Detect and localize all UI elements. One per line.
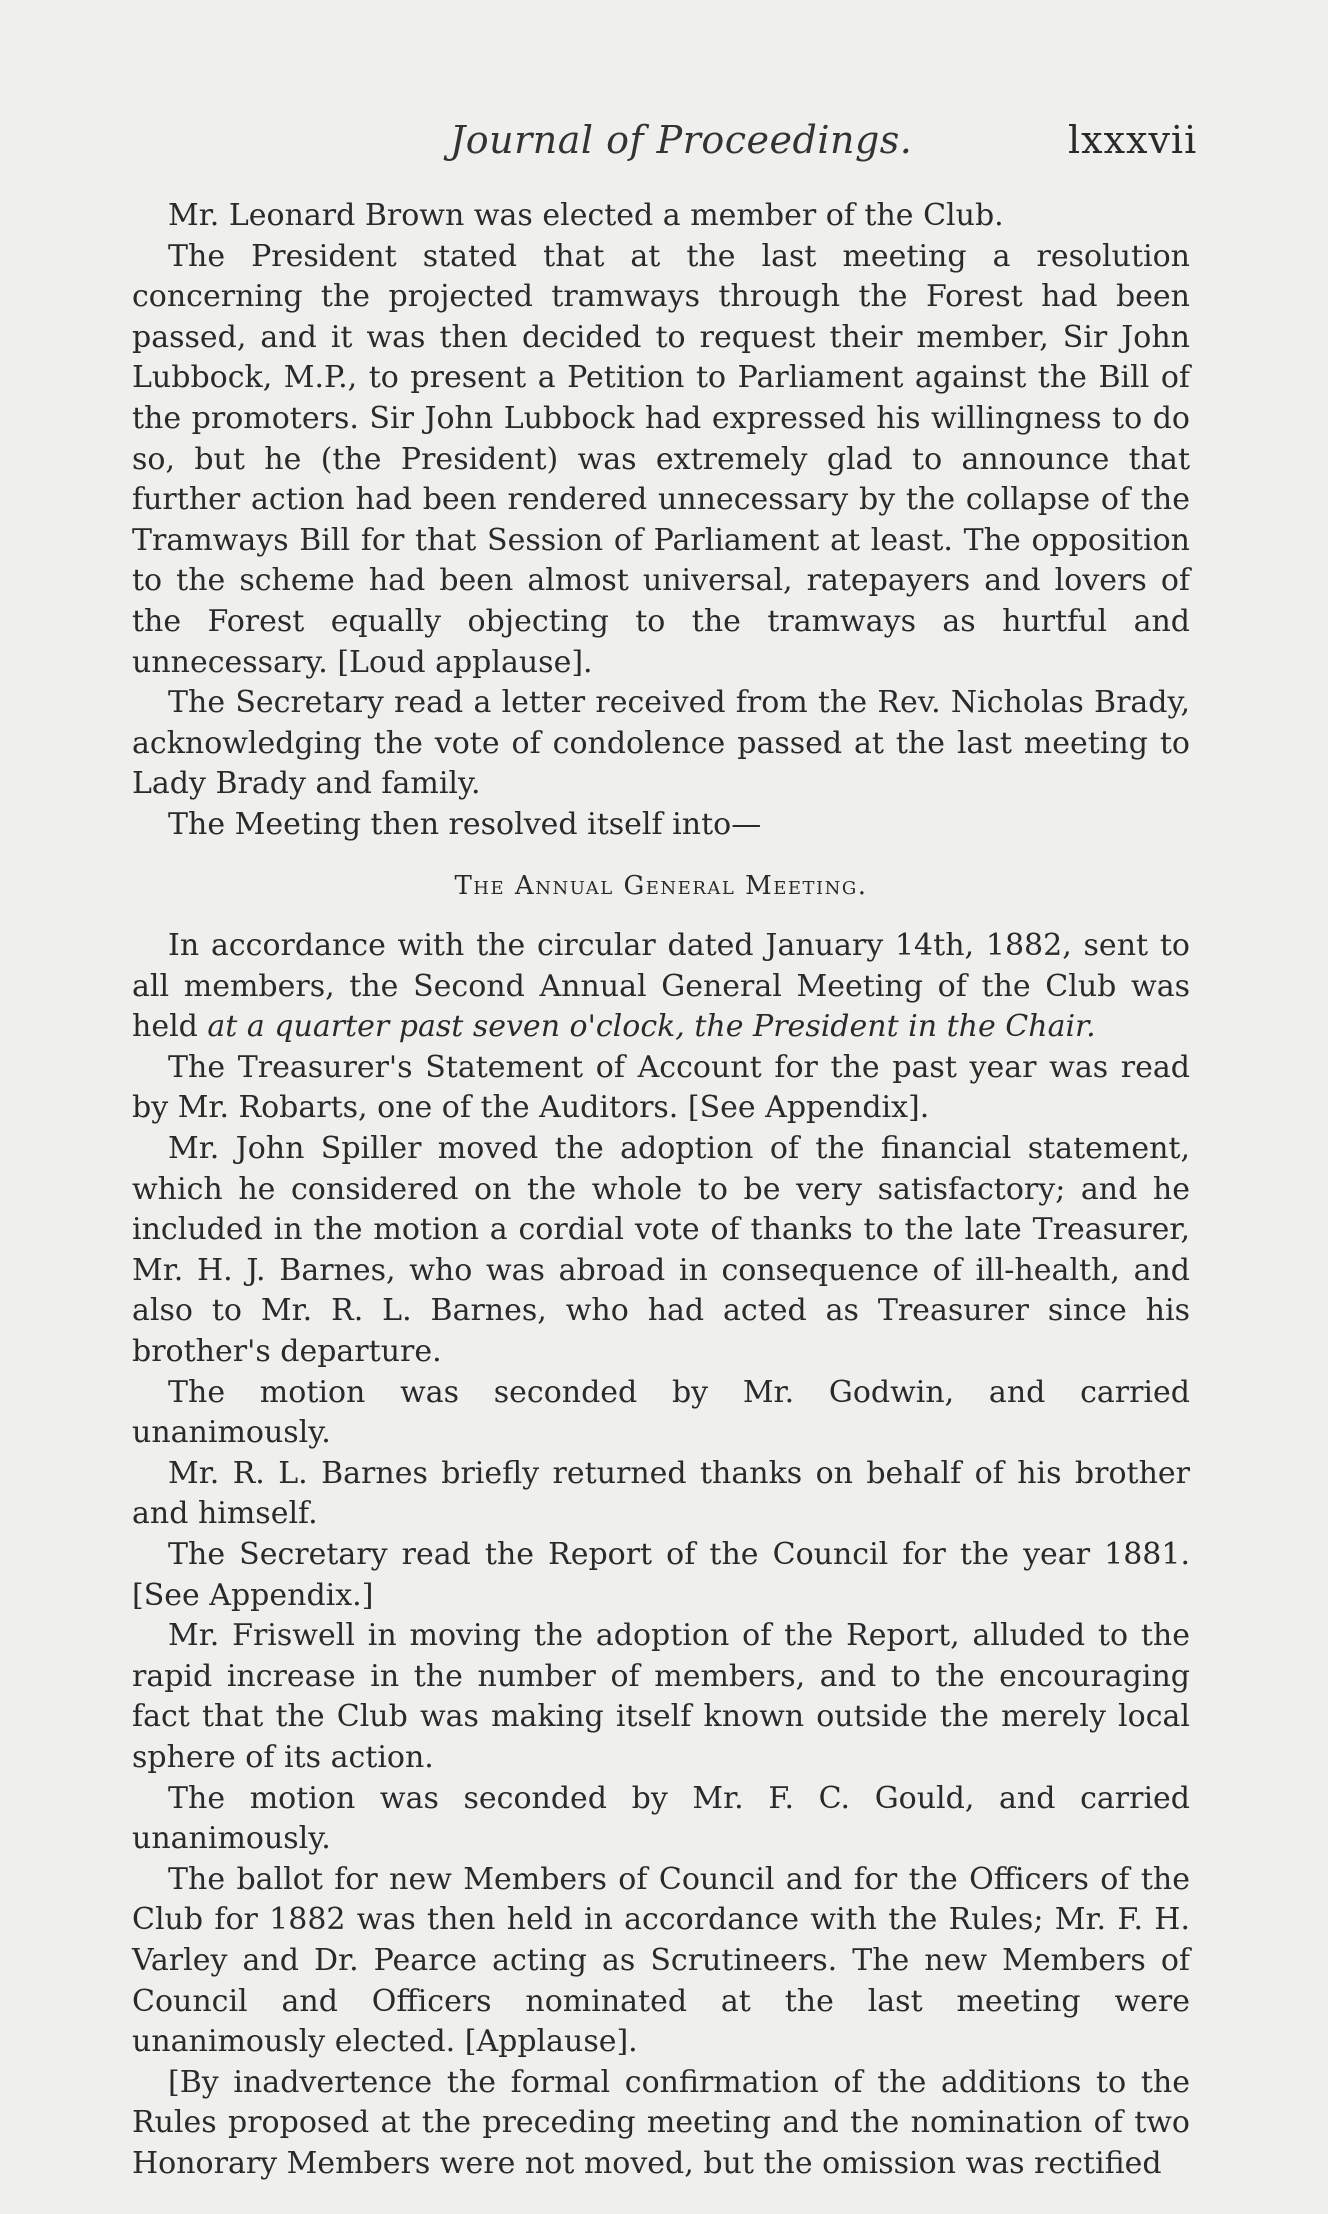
page-number: lxxxvii <box>1068 118 1198 162</box>
paragraph: The ballot for new Members of Council and for the Officers of the Club for 1882 was then held in accordance with the Rules; Mr. F. H. Varley and Dr. Pearce acting as Scrutineers. The new Members of Council and Officers nominated at the last meeting were unanimously elected. [Applause]. <box>132 1861 1190 2060</box>
paragraph: Mr. Friswell in moving the adoption of the Report, alluded to the rapid increase in the number of members, and to the encouraging fact that the Club was making itself known outside the merely local sphere of its action. <box>132 1618 1190 1775</box>
agm-intro-italic: at a quarter past seven o'clock, the President in the Chair. <box>207 1009 1096 1045</box>
paragraph: [By inadvertence the formal confirmation of the additions to the Rules proposed at the preceding meeting and the nomination of two Honorary Members were not moved, but the omission was rectified <box>132 2064 1190 2181</box>
paragraph: Mr. John Spiller moved the adoption of the financial statement, which he considered on the whole to be very satisfactory; and he included in the motion a cordial vote of thanks to the late Treasurer, Mr. H. J. Barnes, who was abroad in consequence of ill-health, and also to Mr. R. L. Barnes, who had acted as Treasurer since his brother's departure. <box>132 1131 1190 1370</box>
paragraph: The Secretary read a letter received from the Rev. Nicholas Brady, acknowledging the vote of condolence passed at the last meeting to Lady Brady and family. <box>132 685 1190 802</box>
body-text <box>132 196 1190 2185</box>
paragraph: The motion was seconded by Mr. Godwin, and carried unanimously. <box>132 1374 1190 1451</box>
running-title: Journal of Proceedings. <box>450 118 913 162</box>
paragraph: The Meeting then resolved itself into— <box>168 806 762 842</box>
section-heading: The Annual General Meeting. <box>454 870 868 901</box>
paragraph: The motion was seconded by Mr. F. C. Gould, and carried unanimously. <box>132 1780 1190 1857</box>
paragraph: The President stated that at the last meeting a resolution concerning the projected tramways through the Forest had been passed, and it was then decided to request their member, Sir John Lubbock, M.P., to present a Petition to Parliament against the Bill of the promoters. Sir John Lubbock had expressed his willingness to do so, but he (the President) was extremely glad to announce that further action had been rendered unnecessary by the collapse of the Tramways Bill for that Session of Parliament at least. The opposition to the scheme had been almost universal, ratepayers and lovers of the Forest equally objecting to the tramways as hurtful and unnecessary. [Loud applause]. <box>132 238 1190 680</box>
paragraph: The Secretary read the Report of the Council for the year 1881. [See Appendix.] <box>132 1537 1190 1613</box>
paragraph-agm-intro <box>132 926 1190 1048</box>
paragraph: Mr. Leonard Brown was elected a member of the Club. <box>168 198 1004 233</box>
paragraph: The Treasurer's Statement of Account for the past year was read by Mr. Robarts, one of the Auditors. [See Appendix]. <box>132 1049 1190 1126</box>
paragraph: Mr. R. L. Barnes briefly returned thanks on behalf of his brother and himself. <box>132 1455 1190 1532</box>
running-head <box>0 118 1328 168</box>
agm-intro-text: In accordance with the circular dated January 14th, 1882, sent to all members, the Second Annual General Meeting of the Club was held <box>132 928 1190 1045</box>
